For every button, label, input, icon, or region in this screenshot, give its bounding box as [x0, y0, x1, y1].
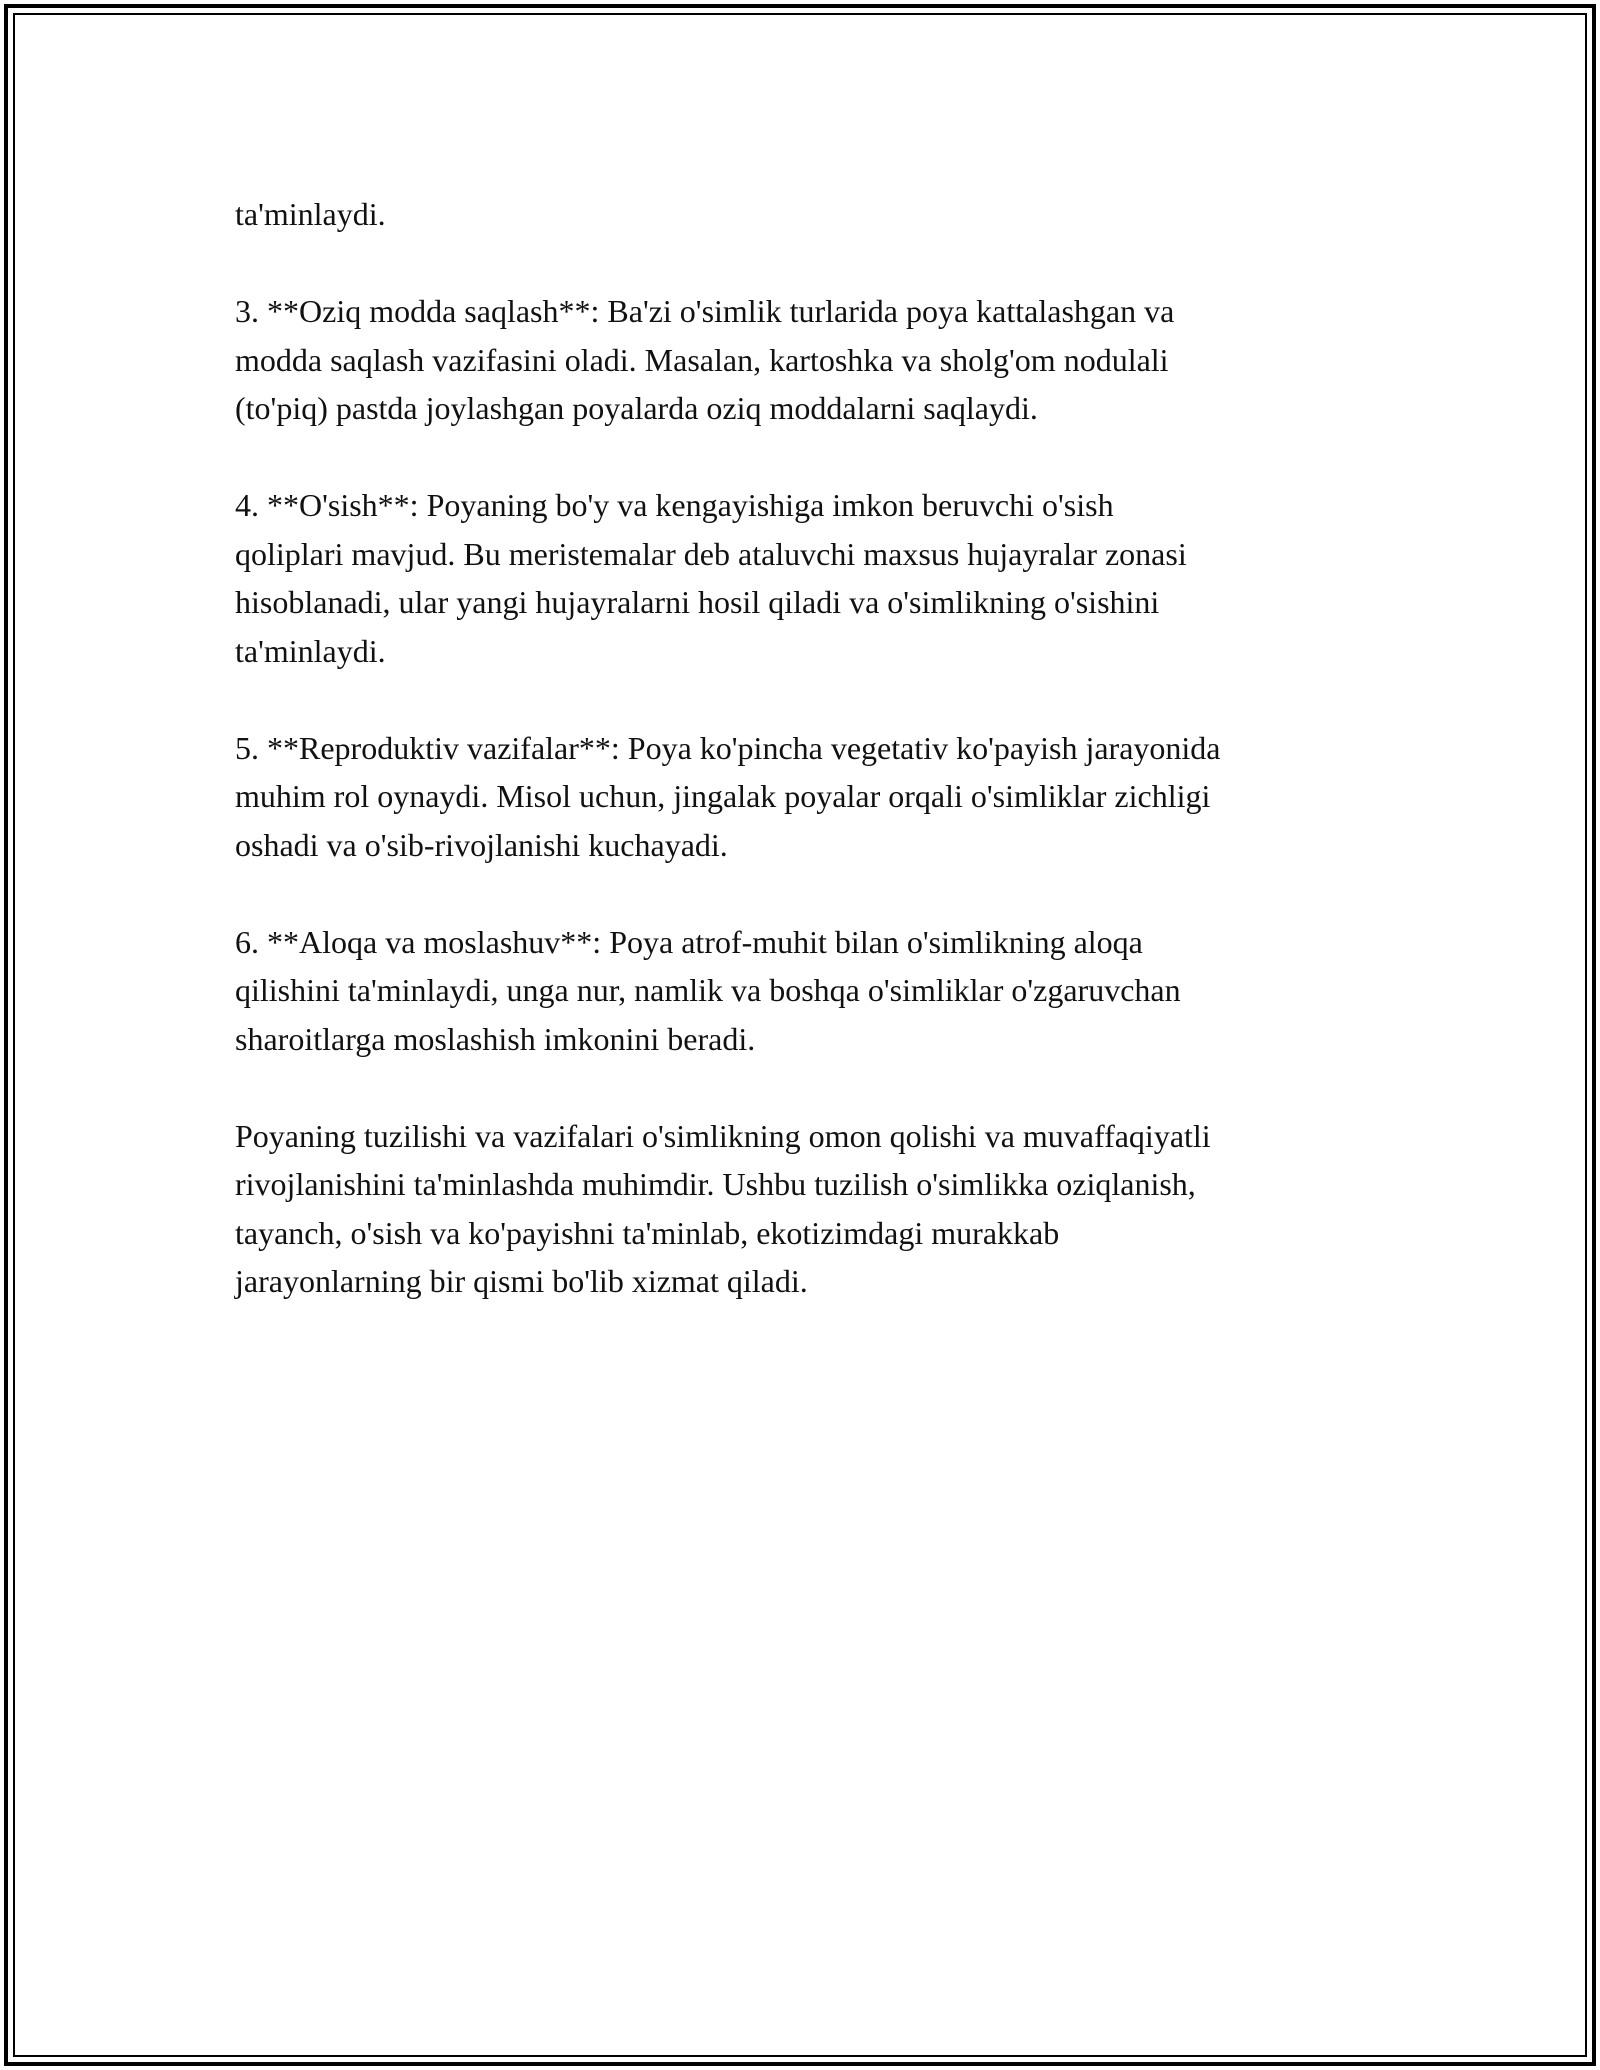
paragraph-item-6-communication: 6. **Aloqa va moslashuv**: Poya atrof-muhit bilan o'simlikning aloqa qilishini ta'minlaydi, unga nur, namlik va boshqa o'simliklar o'zgaruvchan sharoitlarga moslashish imkonini beradi.: [235, 923, 1181, 1057]
paragraph-conclusion: Poyaning tuzilishi va vazifalari o'simlikning omon qolishi va muvaffaqiyatli rivojlanishini ta'minlashda muhimdir. Ushbu tuzilish o'simlikka oziqlanish, tayanch, o'sish va ko'payishni ta'minlab, ekotizimdagi murakkab jarayonlarning bir qismi bo'lib xizmat qiladi.: [235, 1117, 1211, 1299]
document-body: [235, 190, 1380, 1354]
paragraph-item-5-reproductive: 5. **Reproduktiv vazifalar**: Poya ko'pincha vegetativ ko'payish jarayonida muhim rol oynaydi. Misol uchun, jingalak poyalar orqali o'simliklar zichligi oshadi va o'sib-rivojlanishi kuchayadi.: [235, 729, 1221, 863]
paragraph-continuation: ta'minlaydi.: [235, 196, 386, 232]
paragraph-item-3-nutrient-storage: 3. **Oziq modda saqlash**: Ba'zi o'simlik turlarida poya kattalashgan va modda saqlash vazifasini oladi. Masalan, kartoshka va sholg'om nodulali (to'piq) pastda joylashgan poyalarda oziq moddalarni saqlaydi.: [235, 293, 1175, 426]
paragraph-item-4-growth: 4. **O'sish**: Poyaning bo'y va kengayishiga imkon beruvchi o'sish qoliplari mavjud. Bu meristemalar deb ataluvchi maxsus hujayralar zonasi hisoblanadi, ular yangi hujayralarni hosil qiladi va o'simlikning o'sishini ta'minlaydi.: [235, 487, 1187, 669]
